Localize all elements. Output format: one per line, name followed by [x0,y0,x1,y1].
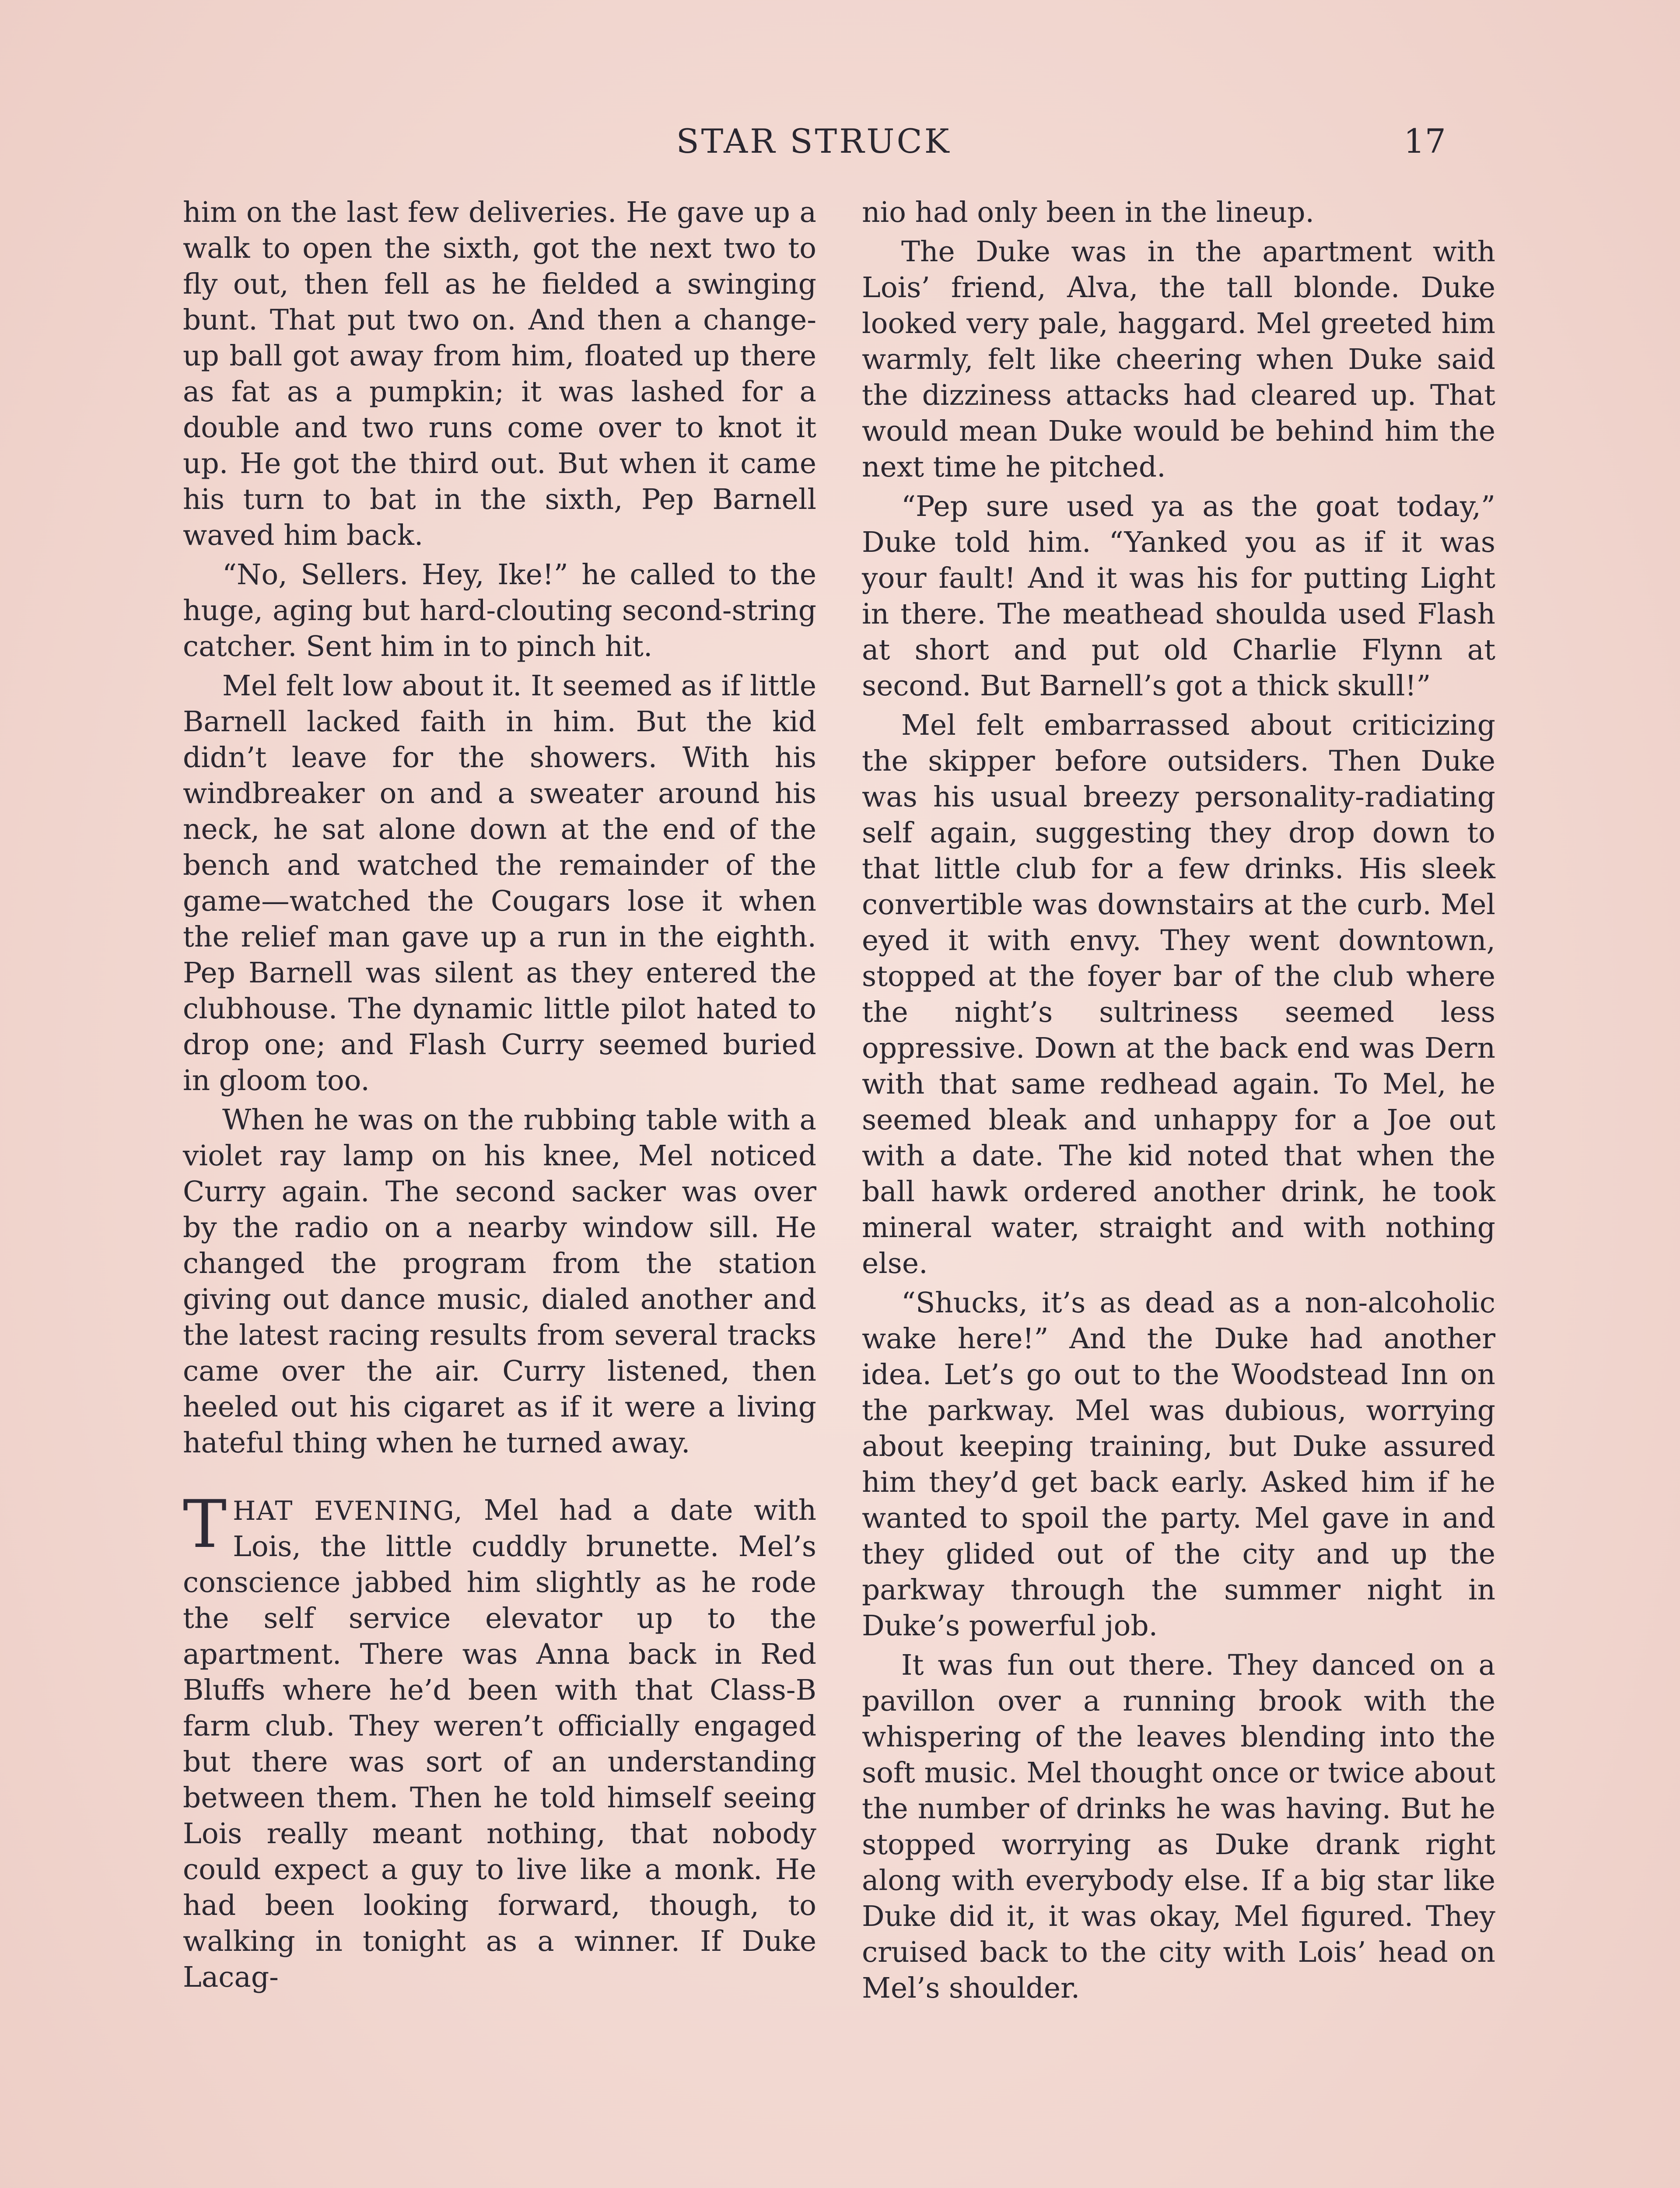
paragraph: “Pep sure used ya as the goat today,” Duke told him. “Yanked you as if it was your fault! And it was his for putting Light in there. The meathead shoulda used Flash at short and put old Charlie Flynn at second. But Barnell’s got a thick skull!” [862,490,1495,702]
paragraph: “Shucks, it’s as dead as a non-alcoholic wake here!” And the Duke had another idea. Let’s go out to the Woodstead Inn on the parkway. Mel was dubious, worrying about keeping training, but Duke assured him they’d get back early. Asked him if he wanted to spoil the party. Mel gave in and they glided out of the city and up the parkway through the summer night in Duke’s powerful job. [862,1287,1495,1642]
paragraph: The Duke was in the apartment with Lois’ friend, Alva, the tall blonde. Duke looked very pale, haggard. Mel greeted him warmly, felt like cheering when Duke said the dizziness attacks had cleared up. That would mean Duke would be behind him the next time he pitched. [862,235,1495,484]
paragraph: “No, Sellers. Hey, Ike!” he called to the huge, aging but hard-clouting second-string catcher. Sent him in to pinch hit. [183,558,816,663]
paragraph-text: Mel had a date with Lois, the little cuddly brunette. Mel’s conscience jabbed him slightly as he rode the self service elevator up to the apartment. There was Anna back in Red Bluffs where he’d been with that Class-B farm club. They weren’t officially engaged but there was sort of an understanding between them. Then he told himself seeing Lois really meant nothing, that nobody could expect a guy to live like a monk. He had been looking forward, though, to walking in tonight as a winner. If Duke Lacag- [183,1494,816,1994]
paragraph: nio had only been in the lineup. [862,196,1315,229]
paragraph: Mel felt embarrassed about criticizing the skipper before outsiders. Then Duke was his usual breezy personality-radiating self again, suggesting they drop down to that little club for a few drinks. His sleek convertible was downstairs at the curb. Mel eyed it with envy. They went downtown, stopped at the foyer bar of the club where the night’s sultriness seemed less oppressive. Down at the back end was Dern with that same redhead again. To Mel, he seemed bleak and unhappy for a Joe out with a date. The kid noted that when the ball hawk ordered another drink, he took mineral water, straight and with nothing else. [862,709,1495,1280]
section-paragraph [183,1487,816,1995]
page-number: 17 [1404,122,1446,161]
running-title: STAR STRUCK [676,122,952,161]
paragraph: him on the last few deliveries. He gave up a walk to open the sixth, got the next two to fly out, then fell as he fielded a swinging bunt. That put two on. And then a change-up ball got away from him, floated up there as fat as a pumpkin; it was lashed for a double and two runs come over to knot it up. He got the third out. But when it came his turn to bat in the sixth, Pep Barnell waved him back. [183,196,816,552]
right-column [862,195,1495,2010]
left-column [183,195,816,1999]
page-header [182,117,1446,165]
paragraph: It was fun out there. They danced on a pavillon over a running brook with the whispering of the leaves blending into the soft music. Mel thought once or twice about the number of drinks he was having. But he stopped worrying as Duke drank right along with everybody else. If a big star like Duke did it, it was okay, Mel figured. They cruised back to the city with Lois’ head on Mel’s shoulder. [862,1649,1495,2005]
drop-cap: T [183,1487,227,1563]
paragraph: Mel felt low about it. It seemed as if little Barnell lacked faith in him. But the kid didn’t leave for the showers. With his windbreaker on and a sweater around his neck, he sat alone down at the end of the bench and watched the remainder of the game—watched the Cougars lose it when the relief man gave up a run in the eighth. Pep Barnell was silent as they entered the clubhouse. The dynamic little pilot hated to drop one; and Flash Curry seemed buried in gloom too. [183,670,816,1097]
section-lead-in: HAT EVENING, [233,1496,463,1526]
paragraph: When he was on the rubbing table with a violet ray lamp on his knee, Mel noticed Curry again. The second sacker was over by the radio on a nearby window sill. He changed the program from the station giving out dance music, dialed another and the latest racing results from several tracks came over the air. Curry listened, then heeled out his cigaret as if it were a living hateful thing when he turned away. [183,1104,816,1459]
